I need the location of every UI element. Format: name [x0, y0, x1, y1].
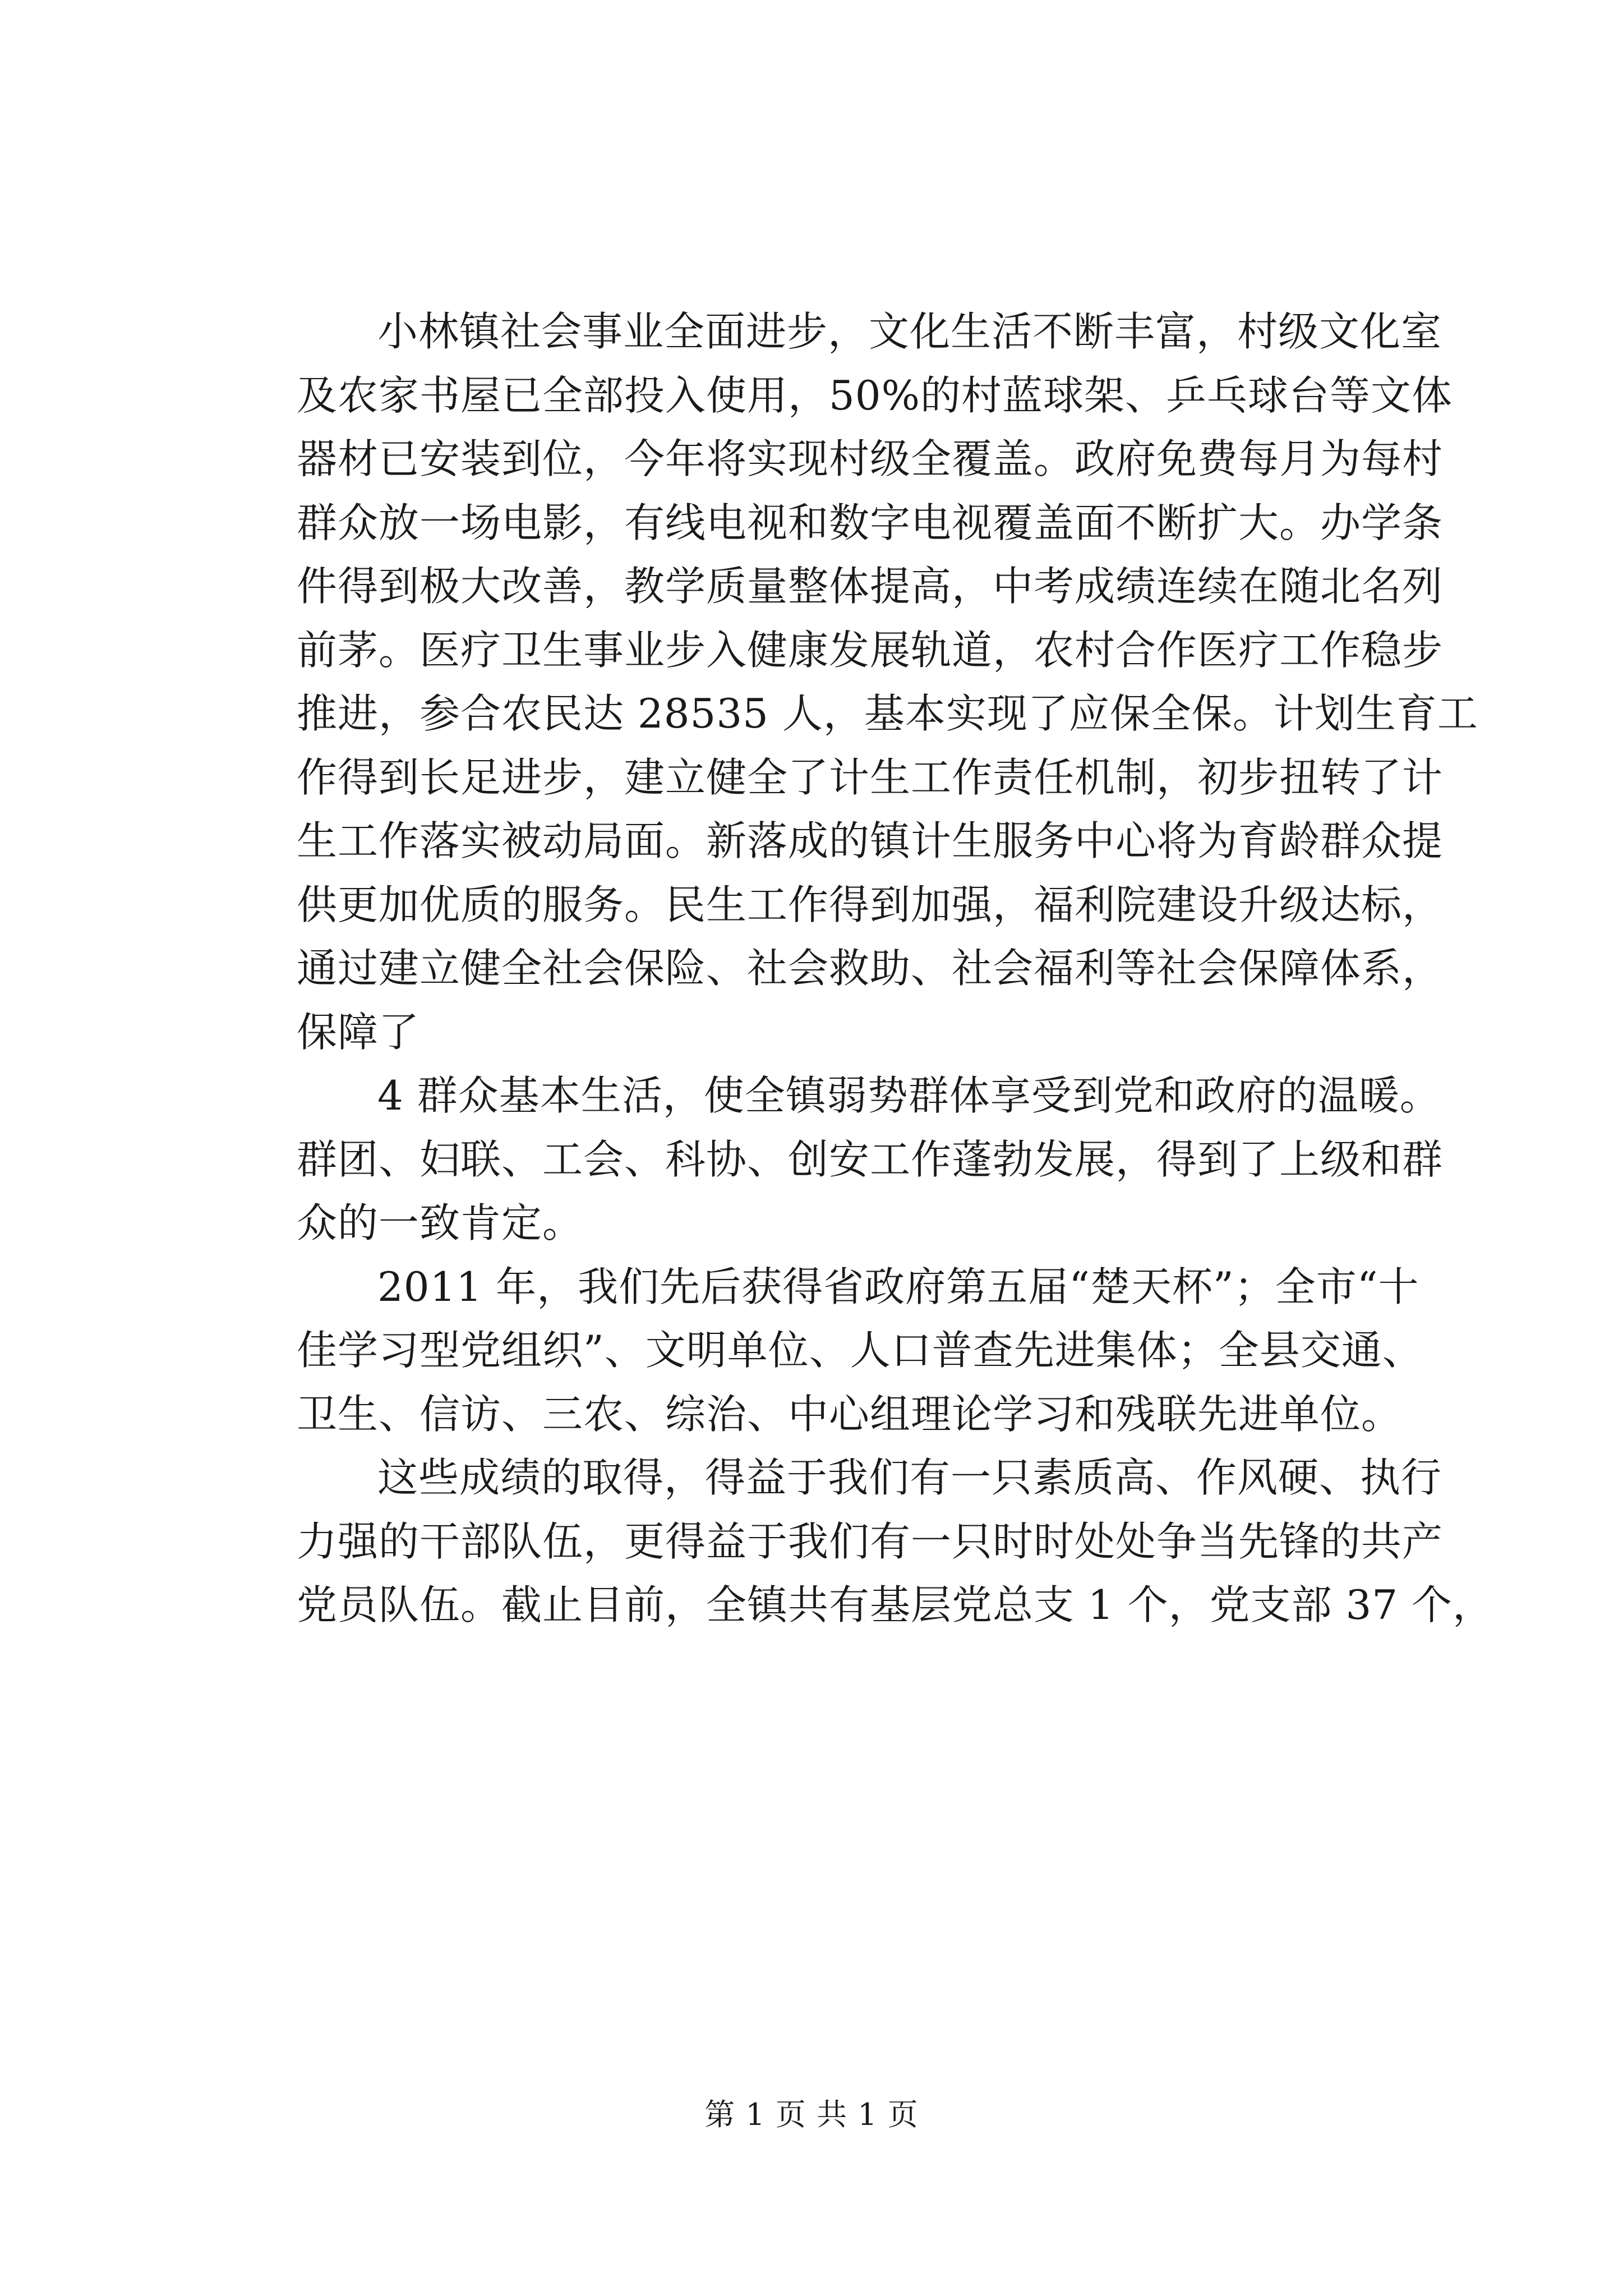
paragraph-line: 作得到长足进步，建立健全了计生工作责任机制，初步扭转了计 — [297, 753, 1444, 801]
paragraph-line: 卫生、信访、三农、综治、中心组理论学习和残联先进单位。 — [297, 1390, 1403, 1438]
paragraph-line: 推进，参合农民达 28535 人，基本实现了应保全保。计划生育工 — [297, 690, 1478, 737]
paragraph-line: 供更加优质的服务。民生工作得到加强，福利院建设升级达标， — [297, 881, 1444, 928]
paragraph-line: 4 群众基本生活，使全镇弱势群体享受到党和政府的温暖。 — [377, 1072, 1441, 1119]
paragraph-line: 群众放一场电影，有线电视和数字电视覆盖面不断扩大。办学条 — [297, 499, 1444, 546]
paragraph-line: 保障了 — [297, 1008, 420, 1056]
paragraph-line: 众的一致肯定。 — [297, 1199, 584, 1246]
paragraph-line: 小林镇社会事业全面进步，文化生活不断丰富，村级文化室 — [377, 308, 1442, 355]
paragraph-line: 党员队伍。截止目前，全镇共有基层党总支 1 个，党支部 37 个， — [297, 1581, 1493, 1628]
page-number-label: 第 1 页 共 1 页 — [704, 2097, 919, 2132]
paragraph-line: 生工作落实被动局面。新落成的镇计生服务中心将为育龄群众提 — [297, 817, 1444, 864]
paragraph-3 — [216, 1255, 1423, 1447]
page-footer — [0, 2095, 1623, 2134]
paragraph-line: 前茅。医疗卫生事业步入健康发展轨道，农村合作医疗工作稳步 — [297, 626, 1444, 674]
paragraph-line: 器材已安装到位，今年将实现村级全覆盖。政府免费每月为每村 — [297, 435, 1444, 482]
paragraph-line: 通过建立健全社会保险、社会救助、社会福利等社会保障体系， — [297, 945, 1444, 992]
paragraph-line: 件得到极大改善，教学质量整体提高，中考成绩连续在随北名列 — [297, 563, 1444, 610]
paragraph-line: 佳学习型党组织”、文明单位、人口普查先进集体；全县交通、 — [297, 1327, 1423, 1374]
paragraph-line: 群团、妇联、工会、科协、创安工作蓬勃发展，得到了上级和群 — [297, 1135, 1444, 1183]
paragraph-4 — [216, 1446, 1493, 1637]
paragraph-2 — [216, 1064, 1444, 1255]
document-body — [216, 300, 1493, 1637]
paragraph-1 — [216, 300, 1478, 1064]
paragraph-line: 力强的干部队伍，更得益于我们有一只时时处处争当先锋的共产 — [297, 1517, 1444, 1565]
paragraph-line: 及农家书屋已全部投入使用，50%的村蓝球架、乒乓球台等文体 — [297, 371, 1453, 419]
paragraph-line: 这些成绩的取得，得益于我们有一只素质高、作风硬、执行 — [377, 1454, 1442, 1501]
paragraph-line: 2011 年，我们先后获得省政府第五届“楚天杯”；全市“十 — [377, 1263, 1419, 1310]
